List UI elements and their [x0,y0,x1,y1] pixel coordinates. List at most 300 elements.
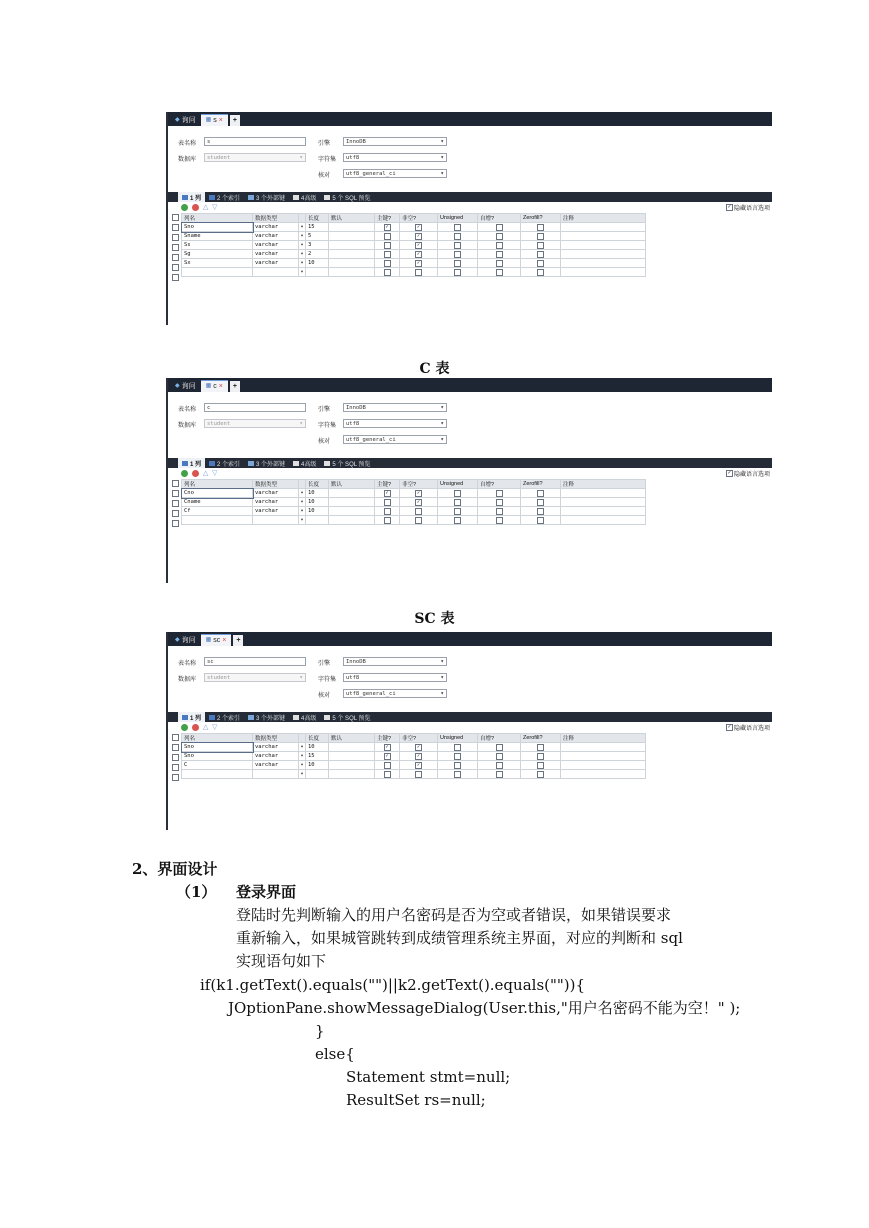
type-dropdown[interactable] [299,489,306,498]
column-header[interactable]: 自增? [478,214,521,223]
column-header[interactable]: 默认 [329,214,375,223]
column-header[interactable]: 默认 [329,734,375,743]
zerofill-checkbox-cell [521,770,561,779]
collation-select[interactable]: utf8_general_ci ▾ [343,689,447,698]
type-dropdown[interactable] [299,259,306,268]
comment-cell[interactable] [561,498,646,507]
tab-query[interactable] [170,635,201,646]
row-select-checkbox[interactable] [172,520,179,527]
primary-key-checkbox[interactable] [384,260,391,267]
zerofill-checkbox[interactable] [537,753,544,760]
default-cell[interactable] [329,259,375,268]
data-type-cell[interactable] [253,770,299,779]
auto-increment-checkbox[interactable] [496,224,503,231]
zerofill-checkbox[interactable] [537,508,544,515]
column-name-cell[interactable]: Sg [182,250,253,259]
not-null-checkbox[interactable] [415,517,422,524]
not-null-checkbox[interactable]: ✓ [416,752,420,759]
column-header[interactable]: 默认 [329,480,375,489]
delete-column-icon[interactable] [192,470,199,477]
row-select-checkbox[interactable] [172,244,179,251]
zerofill-checkbox[interactable] [537,260,544,267]
default-cell[interactable] [329,241,375,250]
comment-cell[interactable] [561,507,646,516]
row-select-checkbox[interactable] [172,264,179,271]
primary-key-checkbox[interactable]: ✓ [385,752,389,759]
comment-cell[interactable] [561,489,646,498]
column-header[interactable]: 数据类型 [253,734,299,743]
zerofill-checkbox[interactable] [537,762,544,769]
tab-sql-preview[interactable] [320,192,374,202]
tab-sql-preview[interactable] [320,712,374,722]
default-cell[interactable] [329,489,375,498]
unsigned-checkbox[interactable] [454,753,461,760]
row-select-checkbox[interactable] [172,490,179,497]
tab-advanced[interactable] [289,712,320,722]
move-down-icon[interactable]: ▽ [212,204,218,211]
default-cell[interactable] [329,770,375,779]
table-row[interactable] [182,498,646,507]
select-all-checkbox[interactable] [172,480,179,487]
move-up-icon[interactable]: △ [203,470,209,477]
default-cell[interactable] [329,752,375,761]
comment-cell[interactable] [561,223,646,232]
tab-columns-label: 1 列 [190,461,202,468]
tab-indexes-icon [209,195,215,200]
column-name-cell[interactable]: Sno [182,223,253,232]
auto-increment-checkbox-cell [478,232,521,241]
type-dropdown[interactable] [299,241,306,250]
type-dropdown[interactable] [299,761,306,770]
comment-cell[interactable] [561,241,646,250]
unsigned-checkbox[interactable] [454,490,461,497]
unsigned-checkbox[interactable] [454,251,461,258]
type-dropdown[interactable] [299,268,306,277]
comment-cell[interactable] [561,268,646,277]
tab-foreign-keys[interactable] [244,458,289,468]
column-header[interactable]: 长度 [306,480,329,489]
row-select-checkbox[interactable] [172,754,179,761]
primary-key-checkbox[interactable] [384,499,391,506]
move-up-icon[interactable]: △ [203,724,209,731]
engine-select[interactable]: InnoDB ▾ [343,137,447,146]
auto-increment-checkbox[interactable] [496,269,503,276]
column-header[interactable]: 主键? [375,480,400,489]
table-row[interactable] [182,250,646,259]
auto-increment-checkbox[interactable] [496,508,503,515]
table-row[interactable] [182,770,646,779]
column-header[interactable]: 自增? [478,480,521,489]
move-down-icon[interactable]: ▽ [212,724,218,731]
column-name-cell[interactable]: Sno [182,743,253,752]
type-dropdown[interactable] [299,743,306,752]
column-name-cell[interactable] [182,770,253,779]
not-null-checkbox[interactable] [415,508,422,515]
row-select-checkbox[interactable] [172,744,179,751]
auto-increment-checkbox[interactable] [496,744,503,751]
charset-select[interactable]: utf8 ▾ [343,673,447,682]
zerofill-checkbox[interactable] [537,490,544,497]
not-null-checkbox[interactable]: ✓ [416,241,420,248]
unsigned-checkbox[interactable] [454,508,461,515]
unsigned-checkbox[interactable] [454,499,461,506]
charset-select[interactable]: utf8 ▾ [343,419,447,428]
tab-query[interactable] [170,381,201,392]
auto-increment-checkbox[interactable] [496,490,503,497]
auto-increment-checkbox[interactable] [496,771,503,778]
default-cell[interactable] [329,498,375,507]
primary-key-checkbox[interactable] [384,269,391,276]
not-null-checkbox[interactable]: ✓ [416,498,420,505]
zerofill-checkbox[interactable] [537,251,544,258]
column-header[interactable]: Unsigned [438,214,478,223]
length-cell[interactable]: 3 [306,241,329,250]
checkbox-icon[interactable]: ✓ [727,204,732,210]
unsigned-checkbox[interactable] [454,224,461,231]
hide-language-option[interactable] [726,723,770,732]
primary-key-checkbox[interactable]: ✓ [385,223,389,230]
column-header[interactable]: 长度 [306,734,329,743]
unsigned-checkbox[interactable] [454,269,461,276]
close-icon[interactable]: × [218,117,223,124]
table-row[interactable] [182,761,646,770]
columns-toolbar [168,468,772,479]
row-select-checkbox[interactable] [172,764,179,771]
paragraph-line-2: 重新输入，如果城管跳转到成绩管理系统主界面，对应的判断和 sql [236,929,683,947]
default-cell[interactable] [329,761,375,770]
not-null-checkbox-cell [400,241,438,250]
row-select-checkbox[interactable] [172,500,179,507]
zerofill-checkbox[interactable] [537,517,544,524]
length-cell[interactable]: 15 [306,223,329,232]
type-dropdown[interactable] [299,770,306,779]
row-select-checkbox[interactable] [172,224,179,231]
column-header[interactable]: 注释 [561,480,646,489]
length-cell[interactable]: 15 [306,752,329,761]
hide-language-option[interactable] [726,469,770,478]
data-type-cell[interactable]: varchar [253,507,299,516]
column-header[interactable]: Zerofill? [521,480,561,489]
column-name-cell[interactable]: C [182,761,253,770]
default-cell[interactable] [329,223,375,232]
column-header[interactable]: Zerofill? [521,214,561,223]
table-row[interactable] [182,743,646,752]
new-tab-button[interactable]: + [230,115,240,126]
not-null-checkbox-cell [400,268,438,277]
unsigned-checkbox[interactable] [454,233,461,240]
column-header[interactable]: 注释 [561,734,646,743]
tab-columns[interactable] [178,458,205,468]
auto-increment-checkbox[interactable] [496,499,503,506]
data-type-cell[interactable]: varchar [253,752,299,761]
not-null-checkbox[interactable]: ✓ [416,223,420,230]
type-dropdown[interactable] [299,516,306,525]
column-header[interactable]: Unsigned [438,734,478,743]
column-header[interactable]: 数据类型 [253,214,299,223]
default-cell[interactable] [329,232,375,241]
tab-advanced[interactable] [289,458,320,468]
column-header[interactable]: 数据类型 [253,480,299,489]
unsigned-checkbox[interactable] [454,242,461,249]
hide-language-option[interactable] [726,203,770,212]
table-row[interactable] [182,223,646,232]
move-down-icon[interactable]: ▽ [212,470,218,477]
tab-indexes-label: 2 个索引 [217,715,241,722]
tab-table[interactable] [201,380,228,392]
query-icon: ◆ [175,637,180,643]
row-select-checkbox[interactable] [172,254,179,261]
column-header[interactable] [299,734,306,743]
column-header[interactable]: 长度 [306,214,329,223]
not-null-checkbox[interactable] [415,269,422,276]
comment-cell[interactable] [561,232,646,241]
zerofill-checkbox[interactable] [537,771,544,778]
delete-column-icon[interactable] [192,204,199,211]
auto-increment-checkbox[interactable] [496,517,503,524]
column-header[interactable]: Zerofill? [521,734,561,743]
type-dropdown[interactable] [299,752,306,761]
not-null-checkbox[interactable]: ✓ [416,250,420,257]
data-type-cell[interactable] [253,268,299,277]
not-null-checkbox[interactable]: ✓ [416,232,420,239]
data-type-cell[interactable] [253,516,299,525]
length-cell[interactable]: 10 [306,489,329,498]
new-tab-button[interactable]: + [230,381,240,392]
engine-select[interactable]: InnoDB ▾ [343,403,447,412]
tab-table[interactable] [201,114,228,126]
table-row[interactable] [182,232,646,241]
not-null-checkbox[interactable] [415,771,422,778]
table-row[interactable] [182,268,646,277]
column-name-cell[interactable]: Sx [182,259,253,268]
tab-query[interactable] [170,115,201,126]
row-select-checkbox[interactable] [172,234,179,241]
tab-sql-preview[interactable] [320,458,374,468]
zerofill-checkbox-cell [521,223,561,232]
primary-key-checkbox[interactable] [384,771,391,778]
zerofill-checkbox[interactable] [537,233,544,240]
add-column-icon[interactable] [181,204,188,211]
length-cell[interactable] [306,268,329,277]
code-line-3: } [315,1022,325,1040]
column-name-cell[interactable]: Cno [182,489,253,498]
unsigned-checkbox[interactable] [454,762,461,769]
default-cell[interactable] [329,250,375,259]
primary-key-checkbox[interactable] [384,517,391,524]
select-all-checkbox[interactable] [172,214,179,221]
column-name-cell[interactable]: Cf [182,507,253,516]
length-cell[interactable]: 5 [306,232,329,241]
length-cell[interactable]: 10 [306,761,329,770]
primary-key-checkbox[interactable] [384,251,391,258]
collation-select[interactable]: utf8_general_ci ▾ [343,169,447,178]
comment-cell[interactable] [561,770,646,779]
designer-subtabs [168,192,772,202]
type-dropdown[interactable] [299,250,306,259]
columns-grid [181,479,646,525]
table-row[interactable] [182,516,646,525]
tab-advanced[interactable] [289,192,320,202]
default-cell[interactable] [329,268,375,277]
tab-columns-label: 1 列 [190,195,202,202]
checkbox-icon[interactable]: ✓ [727,724,732,730]
checkbox-icon[interactable]: ✓ [727,470,732,476]
type-dropdown[interactable] [299,507,306,516]
column-header[interactable]: 非空? [400,214,438,223]
caption-sc-table: SC 表 [414,611,455,627]
table-name-input[interactable]: c [204,403,306,412]
data-type-cell[interactable]: varchar [253,232,299,241]
primary-key-checkbox[interactable]: ✓ [385,489,389,496]
table-row[interactable] [182,752,646,761]
data-type-cell[interactable]: varchar [253,223,299,232]
default-cell[interactable] [329,507,375,516]
default-cell[interactable] [329,516,375,525]
row-select-checkbox[interactable] [172,774,179,781]
comment-cell[interactable] [561,259,646,268]
tab-columns[interactable] [178,192,205,202]
not-null-checkbox[interactable]: ✓ [416,743,420,750]
auto-increment-checkbox[interactable] [496,762,503,769]
tab-sql-preview-label: 5 个 SQL 预览 [332,195,371,202]
close-icon[interactable]: × [218,383,223,390]
data-type-cell[interactable]: varchar [253,498,299,507]
not-null-checkbox[interactable]: ✓ [416,259,420,266]
data-type-cell[interactable]: varchar [253,259,299,268]
column-header[interactable] [299,480,306,489]
default-cell[interactable] [329,743,375,752]
table-row[interactable] [182,259,646,268]
type-dropdown[interactable] [299,498,306,507]
column-header[interactable]: 主键? [375,734,400,743]
auto-increment-checkbox[interactable] [496,251,503,258]
column-name-cell[interactable] [182,516,253,525]
zerofill-checkbox[interactable] [537,744,544,751]
primary-key-checkbox-cell [375,752,400,761]
data-type-cell[interactable]: varchar [253,761,299,770]
tab-indexes[interactable] [205,712,244,722]
column-header[interactable] [299,214,306,223]
row-select-checkbox[interactable] [172,274,179,281]
type-dropdown[interactable] [299,232,306,241]
move-up-icon[interactable]: △ [203,204,209,211]
auto-increment-checkbox[interactable] [496,242,503,249]
tab-columns[interactable] [178,712,205,722]
unsigned-checkbox[interactable] [454,771,461,778]
column-name-cell[interactable]: Cname [182,498,253,507]
column-header[interactable]: 列名 [182,214,253,223]
data-type-cell[interactable]: varchar [253,250,299,259]
auto-increment-checkbox[interactable] [496,753,503,760]
column-name-cell[interactable]: Sname [182,232,253,241]
delete-column-icon[interactable] [192,724,199,731]
unsigned-checkbox[interactable] [454,260,461,267]
unsigned-checkbox[interactable] [454,517,461,524]
tab-indexes[interactable] [205,458,244,468]
primary-key-checkbox[interactable] [384,508,391,515]
primary-key-checkbox[interactable] [384,233,391,240]
tab-advanced-icon [293,195,299,200]
length-cell[interactable]: 10 [306,259,329,268]
primary-key-checkbox[interactable]: ✓ [385,743,389,750]
length-cell[interactable]: 10 [306,743,329,752]
table-name-label: 表名称 [178,407,197,413]
primary-key-checkbox[interactable] [384,242,391,249]
table-designer-c [166,378,772,583]
length-cell[interactable]: 2 [306,250,329,259]
not-null-checkbox[interactable]: ✓ [416,489,420,496]
column-header[interactable]: 非空? [400,734,438,743]
hide-language-label: 隐藏语言选项 [733,726,770,732]
column-header[interactable]: 非空? [400,480,438,489]
column-header[interactable]: Unsigned [438,480,478,489]
select-all-checkbox[interactable] [172,734,179,741]
comment-cell[interactable] [561,752,646,761]
comment-cell[interactable] [561,743,646,752]
tab-foreign-keys[interactable] [244,192,289,202]
column-header[interactable]: 列名 [182,734,253,743]
comment-cell[interactable] [561,761,646,770]
column-name-cell[interactable] [182,268,253,277]
zerofill-checkbox[interactable] [537,224,544,231]
length-cell[interactable] [306,516,329,525]
column-header[interactable]: 列名 [182,480,253,489]
length-cell[interactable]: 10 [306,498,329,507]
tab-foreign-keys[interactable] [244,712,289,722]
auto-increment-checkbox[interactable] [496,260,503,267]
zerofill-checkbox[interactable] [537,269,544,276]
comment-cell[interactable] [561,516,646,525]
data-type-cell[interactable]: varchar [253,743,299,752]
data-type-cell[interactable]: varchar [253,241,299,250]
column-name-cell[interactable]: Ss [182,241,253,250]
comment-cell[interactable] [561,250,646,259]
new-tab-button[interactable]: + [233,635,243,646]
table-row[interactable] [182,241,646,250]
column-name-cell[interactable]: Sno [182,752,253,761]
not-null-checkbox-cell [400,507,438,516]
primary-key-checkbox[interactable] [384,762,391,769]
engine-select[interactable]: InnoDB ▾ [343,657,447,666]
collation-select[interactable]: utf8_general_ci ▾ [343,435,447,444]
table-row[interactable] [182,507,646,516]
close-icon[interactable]: × [222,637,227,644]
type-dropdown[interactable] [299,223,306,232]
table-name-input[interactable]: s [204,137,306,146]
column-header[interactable]: 主键? [375,214,400,223]
table-row[interactable] [182,489,646,498]
not-null-checkbox[interactable]: ✓ [416,761,420,768]
zerofill-checkbox[interactable] [537,242,544,249]
add-column-icon[interactable] [181,470,188,477]
column-header[interactable]: 注释 [561,214,646,223]
zerofill-checkbox[interactable] [537,499,544,506]
charset-label: 字符集 [318,157,337,163]
length-cell[interactable]: 10 [306,507,329,516]
unsigned-checkbox[interactable] [454,744,461,751]
add-column-icon[interactable] [181,724,188,731]
data-type-cell[interactable]: varchar [253,489,299,498]
caption-c-table: C 表 [419,361,450,377]
row-select-checkbox[interactable] [172,510,179,517]
length-cell[interactable] [306,770,329,779]
charset-select[interactable]: utf8 ▾ [343,153,447,162]
column-header[interactable]: 自增? [478,734,521,743]
tab-table[interactable] [201,634,232,646]
tab-indexes[interactable] [205,192,244,202]
table-name-input[interactable]: sc [204,657,306,666]
auto-increment-checkbox[interactable] [496,233,503,240]
